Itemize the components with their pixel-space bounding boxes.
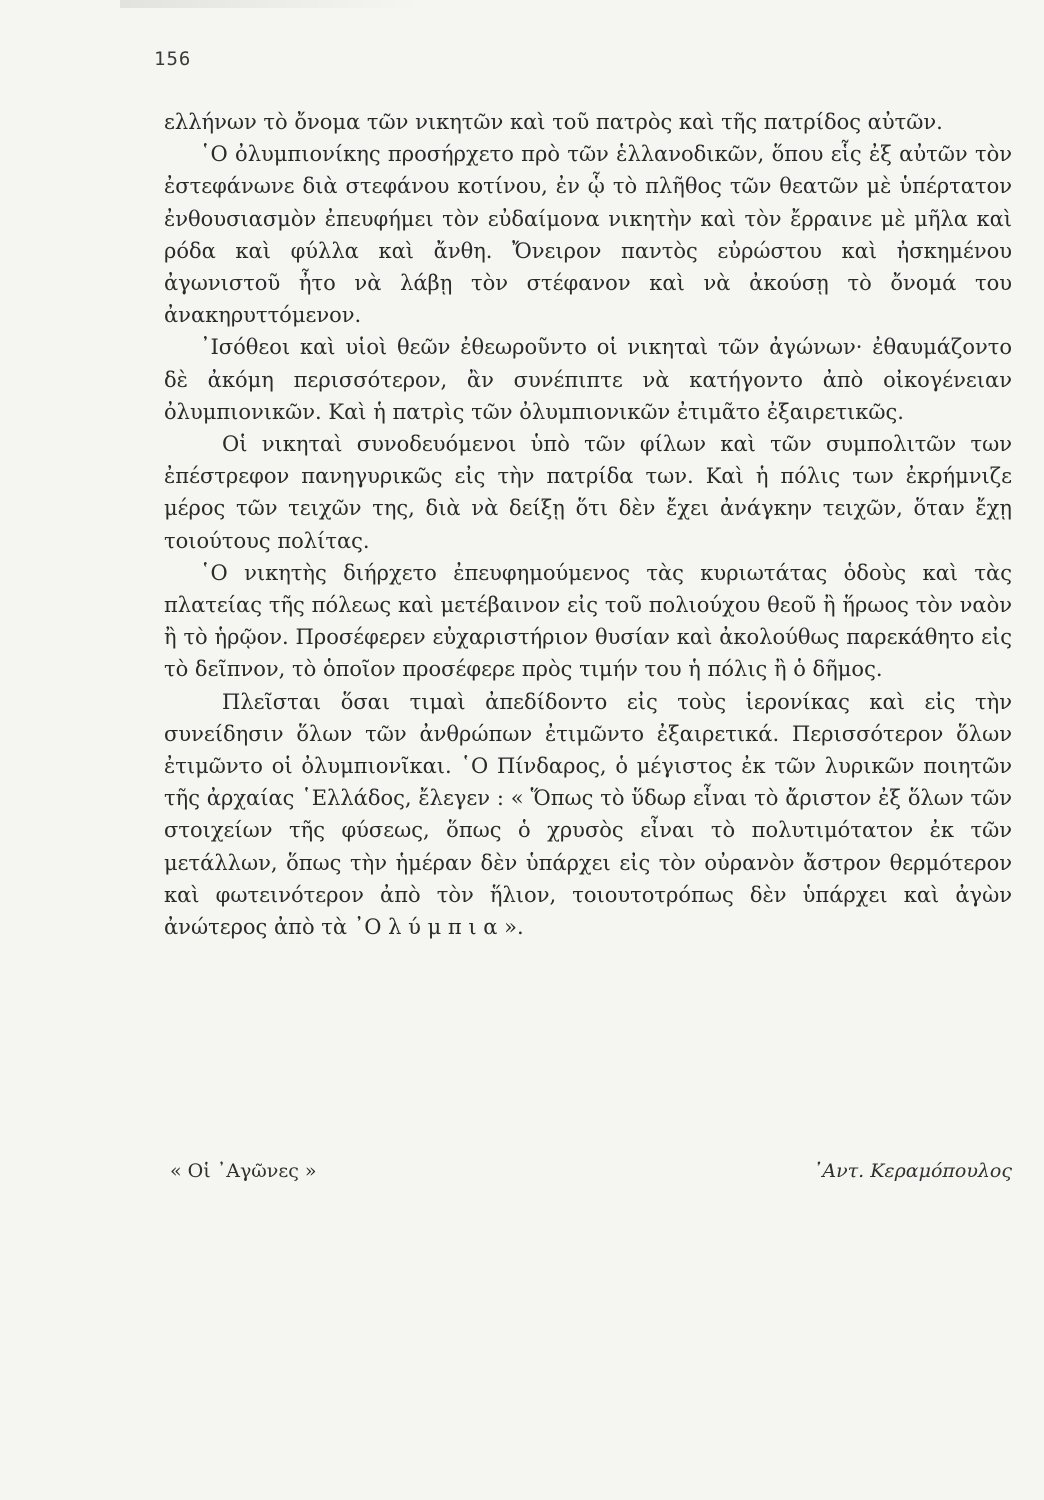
body-text xyxy=(164,106,1012,943)
page-number: 156 xyxy=(154,48,192,70)
scan-edge-shadow xyxy=(120,0,420,8)
paragraph-1: ελλήνων τὸ ὄνομα τῶν νικητῶν καὶ τοῦ πατρὸς καὶ τῆς πατρίδος αὐτῶν. xyxy=(164,110,943,134)
paragraph-5: ῾Ο νικητὴς διήρχετο ἐπευφημούμενος τὰς κυριωτάτας ὁδοὺς καὶ τὰς πλατείας τῆς πόλεως καὶ μετέβαινον εἰς τοῦ πολιούχου θεοῦ ἢ ἥρωος τὸν ναὸν ἢ τὸ ἡρῷον. Προσέφερεν εὐχαριστήριον θυσίαν καὶ ἀκολούθως παρεκάθητο εἰς τὸ δεῖπνον, τὸ ὁποῖον προσέφερε πρὸς τιμήν του ἡ πόλις ἢ ὁ δῆμος. xyxy=(164,560,1012,682)
paragraph-6: Πλεῖσται ὅσαι τιμαὶ ἀπεδίδοντο εἰς τοὺς ἱερονίκας καὶ εἰς τὴν συνείδησιν ὅλων τῶν ἀνθρώπων ἐτιμῶντο ἐξαιρετικά. Περισσότερον ὅλων ἐτιμῶντο οἱ ὀλυμπιονῖκαι. ῾Ο Πίνδαρος, ὁ μέγιστος ἐκ τῶν λυρικῶν ποιητῶν τῆς ἀρχαίας ῾Ελλάδος, ἔλεγεν : « Ὅπως τὸ ὕδωρ εἶναι τὸ ἄριστον ἐξ ὅλων τῶν στοιχείων τῆς φύσεως, ὅπως ὁ χρυσὸς εἶναι τὸ πολυτιμότατον ἐκ τῶν μετάλλων, ὅπως τὴν ἡμέραν δὲν ὑπάρχει εἰς τὸν οὐρανὸν ἄστρον θερμότερον καὶ φωτεινότερον ἀπὸ τὸν ἥλιον, τοιουτοτρόπως δὲν ὑπάρχει καὶ ἀγὼν ἀνώτερος ἀπὸ τὰ ᾿Ο λ ύ μ π ι α ». xyxy=(164,689,1012,940)
author-name: ᾿Αντ. Κεραμόπουλος xyxy=(812,1160,1012,1182)
paragraph-2: ῾Ο ὀλυμπιονίκης προσήρχετο πρὸ τῶν ἑλλανοδικῶν, ὅπου εἷς ἐξ αὐτῶν τὸν ἐστεφάνωνε διὰ στεφάνου κοτίνου, ἐν ᾧ τὸ πλῆθος τῶν θεατῶν μὲ ὑπέρτατον ἐνθουσιασμὸν ἐπευφήμει τὸν εὐδαίμονα νικητὴν καὶ τὸν ἔρραινε μὲ μῆλα καὶ ρόδα καὶ φύλλα καὶ ἄνθη. Ὄνειρον παντὸς εὐρώστου καὶ ἠσκημένου ἀγωνιστοῦ ἦτο νὰ λάβῃ τὸν στέφανον καὶ νὰ ἀκούσῃ τὸ ὄνομά του ἀνακηρυττόμενον. xyxy=(164,142,1012,328)
source-title: « Οἱ ᾿Αγῶνες » xyxy=(170,1160,317,1182)
paragraph-3: ᾿Ισόθεοι καὶ υἱοὶ θεῶν ἐθεωροῦντο οἱ νικηταὶ τῶν ἀγώνων· ἐθαυμάζοντο δὲ ἀκόμη περισσότερον, ἂν συνέπιπτε νὰ κατήγοντο ἀπὸ οἰκογένειαν ὀλυμπιονικῶν. Καὶ ἡ πατρὶς τῶν ὀλυμπιονικῶν ἐτιμᾶτο ἐξαιρετικῶς. xyxy=(164,335,1012,424)
citation-line xyxy=(170,1160,1012,1190)
paragraph-4: Οἱ νικηταὶ συνοδευόμενοι ὑπὸ τῶν φίλων καὶ τῶν συμπολιτῶν των ἐπέστρεφον πανηγυρικῶς εἰς τὴν πατρίδα των. Καὶ ἡ πόλις των ἐκρήμνιζε μέρος τῶν τειχῶν της, διὰ νὰ δείξῃ ὅτι δὲν ἔχει ἀνάγκην τειχῶν, ὅταν ἔχῃ τοιούτους πολίτας. xyxy=(164,432,1012,553)
